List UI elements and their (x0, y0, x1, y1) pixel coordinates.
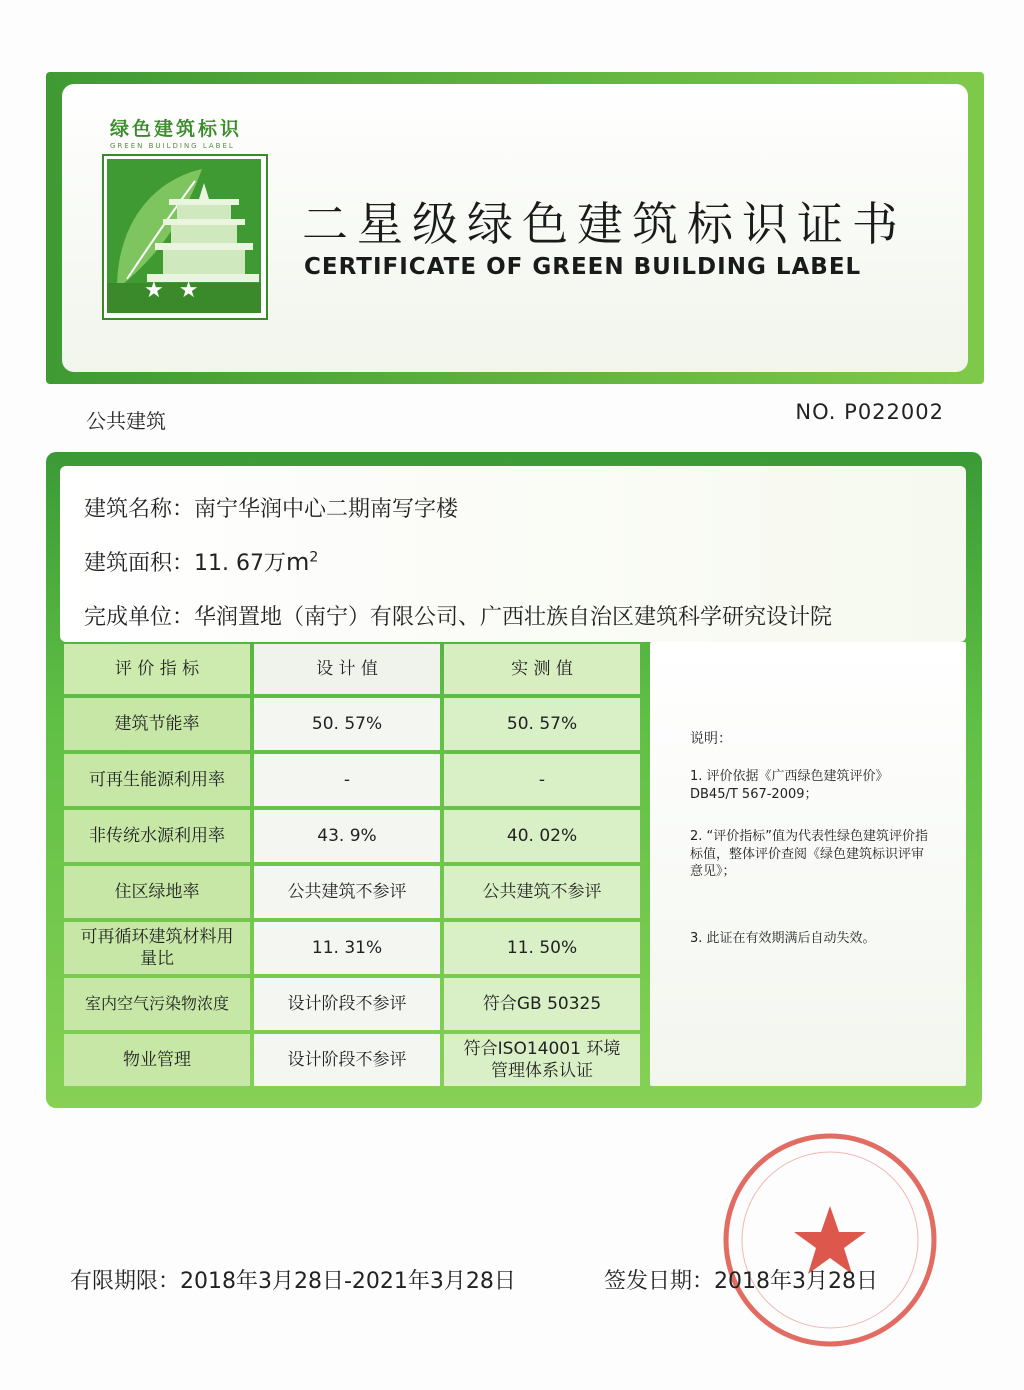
certificate-title-en: CERTIFICATE OF GREEN BUILDING LABEL (304, 254, 862, 280)
table-row-measured: 40. 02% (444, 810, 640, 862)
table-row-label: 室内空气污染物浓度 (64, 978, 250, 1030)
table-row-measured: - (444, 754, 640, 806)
evaluation-table (64, 644, 644, 1088)
table-row-design: 公共建筑不参评 (254, 866, 440, 918)
validity-period: 有限期限：2018年3月28日-2021年3月28日 (70, 1269, 516, 1294)
official-seal-icon (712, 1122, 948, 1358)
table-row-design: 设计阶段不参评 (254, 978, 440, 1030)
building-name: 建筑名称：南宁华润中心二期南写字楼 (84, 497, 459, 522)
note-item: 3. 此证在有效期满后自动失效。 (690, 931, 876, 946)
certificate-title-zh: 二星级绿色建筑标识证书 (302, 197, 907, 251)
green-building-logo (102, 154, 268, 320)
table-row-label: 可再循环建筑材料用量比 (64, 922, 250, 974)
note-item: 2. “评价指标”值为代表性绿色建筑评价指标值，整体评价查阅《绿色建筑标识评审意见》； (690, 829, 929, 880)
table-header-measured: 实 测 值 (444, 644, 640, 694)
table-header-design: 设 计 值 (254, 644, 440, 694)
table-row-design: 11. 31% (254, 922, 440, 974)
logo-title-zh: 绿色建筑标识 (110, 118, 243, 140)
header-panel (62, 84, 968, 372)
certificate-header (46, 72, 984, 384)
table-row-measured: 符合ISO14001 环境管理体系认证 (444, 1034, 640, 1086)
table-row-measured: 50. 57% (444, 698, 640, 750)
building-area-unit: m (285, 548, 310, 576)
certificate-number: NO. P022002 (795, 400, 944, 424)
table-row-design: 50. 57% (254, 698, 440, 750)
table-row-measured: 11. 50% (444, 922, 640, 974)
issue-date: 签发日期：2018年3月28日 (604, 1269, 878, 1294)
table-row-design: - (254, 754, 440, 806)
building-area (84, 546, 318, 577)
notes-title: 说明： (690, 731, 732, 747)
building-category: 公共建筑 (86, 409, 166, 433)
completion-unit: 完成单位：华润置地（南宁）有限公司、广西壮族自治区建筑科学研究设计院 (84, 605, 833, 630)
notes-panel (650, 642, 966, 1086)
table-row-label: 物业管理 (64, 1034, 250, 1086)
star-rating: ★ ★ (144, 278, 203, 303)
logo-title-en: GREEN BUILDING LABEL (110, 142, 235, 150)
table-row-measured: 公共建筑不参评 (444, 866, 640, 918)
building-details (60, 466, 966, 642)
building-area-exponent: 2 (309, 549, 319, 566)
building-info-section (46, 452, 982, 1108)
table-row-design: 43. 9% (254, 810, 440, 862)
table-row-label: 可再生能源利用率 (64, 754, 250, 806)
building-area-value: 建筑面积：11. 67万 (84, 551, 286, 576)
note-item: 1. 评价依据《广西绿色建筑评价》DB45/T 567-2009； (690, 769, 889, 802)
table-row-design: 设计阶段不参评 (254, 1034, 440, 1086)
table-row-label: 非传统水源利用率 (64, 810, 250, 862)
table-row-label: 住区绿地率 (64, 866, 250, 918)
table-row-label: 建筑节能率 (64, 698, 250, 750)
table-row-measured: 符合GB 50325 (444, 978, 640, 1030)
table-header-indicator: 评 价 指 标 (64, 644, 250, 694)
